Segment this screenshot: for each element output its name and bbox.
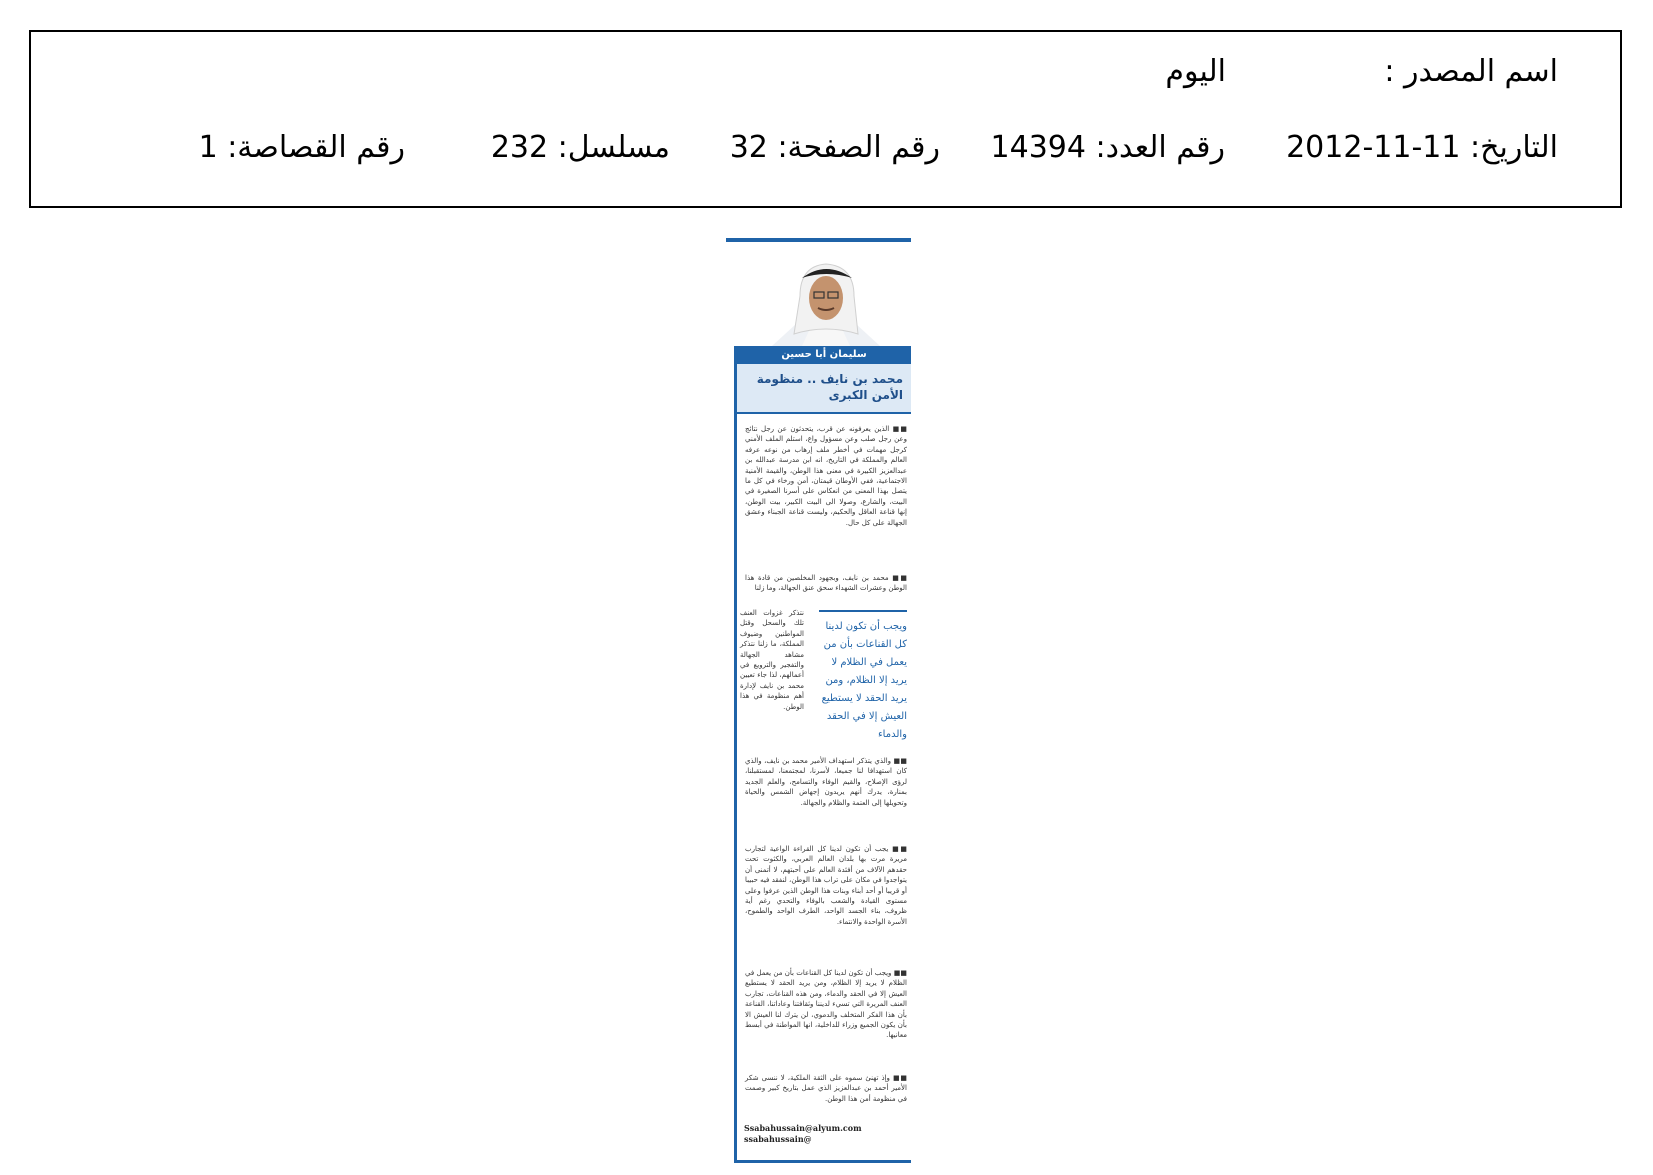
serial-field: مسلسل: 232 xyxy=(490,130,670,165)
clip-number-field: رقم القصاصة: 1 xyxy=(198,130,405,165)
source-label: اسم المصدر : xyxy=(1384,54,1558,89)
author-email: Ssabahussain@alyum.com xyxy=(744,1123,862,1133)
article-paragraph: ■■ وإذ تهنئ سموه على الثقة الملكية، لا ننسى شكر الأمير أحمد بن عبدالعزيز الذي عمل بتاريخ كبير وصمت في منظومة أمن هذا الوطن. xyxy=(745,1074,907,1103)
article-paragraph: ■■ محمد بن نايف، وبجهود المخلصين من قادة هذا الوطن وعشرات الشهداء سحق عنق الجهالة، وما زلنا xyxy=(745,574,907,593)
headline-block xyxy=(737,364,911,414)
source-value: اليوم xyxy=(1165,54,1226,89)
pull-quote: ويجب أن تكون لدينا كل القناعات بأن من يعمل في الظلام لا يريد إلا الظلام، ومن يريد الحقد لا يستطيع العيش إلا في الحقد والدماء xyxy=(819,610,907,744)
issue-number-field: رقم العدد: 14394 xyxy=(990,130,1225,165)
author-name: سليمان أبا حسين xyxy=(737,346,911,364)
article-paragraph: نتذكر غزوات العنف تلك والسحل وقتل المواطنين وضيوف المملكة، ما زلنا نتذكر مشاهد الجهالة والتفجير والترويع في أعمالهم، لذا جاء تعيين محمد بن نايف لإدارة أهم منظومة في هذا الوطن. xyxy=(740,609,804,711)
column-rule xyxy=(734,346,737,1163)
bottom-rule xyxy=(737,1160,911,1163)
author-emails xyxy=(744,1123,894,1145)
article-paragraph: ■■ الذين يعرفونه عن قرب، يتحدثون عن رجل نتائج وعن رجل صلب وعن مسؤول واع، استلم الملف الأمني كرجل مهمات في أخطر ملف إرهاب من نوعه عرفه العالم والمملكة في التاريخ، انه ابن مدرسة عبدالله بن عبدالعزيز الكبيرة في معنى هذا الوطن، والقيمة الأمنية الاجتماعية، ففي الأوطان قيمتان، أمن ورخاء في كل ما يتصل بهذا المعنى من انعكاس على أسرنا الصغيرة في البيت، والشارع، وصولا الى البيت الكبير، بيت الوطن، إنها قناعة العاقل والحكيم، وليست قناعة الجبناء وعشق الجهالة على كل حال. xyxy=(745,425,907,527)
page-number-field: رقم الصفحة: 32 xyxy=(729,130,940,165)
author-handle: ssabahussain@ xyxy=(744,1134,812,1144)
article-paragraph: ■■ ويجب أن تكون لدينا كل القناعات بأن من يعمل في الظلام لا يريد إلا الظلام، ومن يريد الحقد لا يستطيع العيش إلا في الحقد والدماء، ومن هذه القناعات، تجارب العنف المريرة التي تسيء لديننا وثقافتنا وعاداتنا، القناعة بأن هذا الفكر المتخلف والدموي، لن يترك لنا العيش الا بأن يكون الجميع وزراء للداخلية، انها المواطنة في أبسط معانيها. xyxy=(745,969,907,1040)
clipping-metadata-box xyxy=(29,30,1622,208)
author-portrait-image xyxy=(762,254,890,346)
article-paragraph: ■■ والذي يتذكر استهداف الأمير محمد بن نايف، والذي كان استهدافا لنا جميعا، لأسرنا، لمجتمعنا، لمستقبلنا، لرؤى الإصلاح، والقيم الوفاء والتسامح، والعلم الجديد بمنارة، يدرك أنهم يريدون إجهاض الشمس والحياة وتحويلها إلى العتمة والظلام والجهالة. xyxy=(745,757,907,807)
top-rule xyxy=(726,238,911,242)
article-headline: محمد بن نايف .. منظومة الأمن الكبرى xyxy=(756,372,903,402)
article-paragraph: ■■ يجب أن تكون لدينا كل القراءة الواعية لتجارب مريرة مرت بها بلدان العالم العربي، والكثوت تحت حقدهم الآلاف من أفئدة العالم على أحبتهم، لا أتمنى أن يتواجدوا في مكان على تراب هذا الوطن، لنفقد فيه حبيبا أو قريبا أو أحد أبناء وبنات هذا الوطن الذين عرفوا وعلى مستوى القيادة والشعب بالوفاء والتحدي رغم أية ظروف، بناء الجسد الواحد، الطرف الواحد والطموح، الأسرة الواحدة والانتماء. xyxy=(745,845,907,926)
date-field: التاريخ: 11-11-2012 xyxy=(1286,130,1558,165)
newspaper-clipping xyxy=(726,238,911,1163)
